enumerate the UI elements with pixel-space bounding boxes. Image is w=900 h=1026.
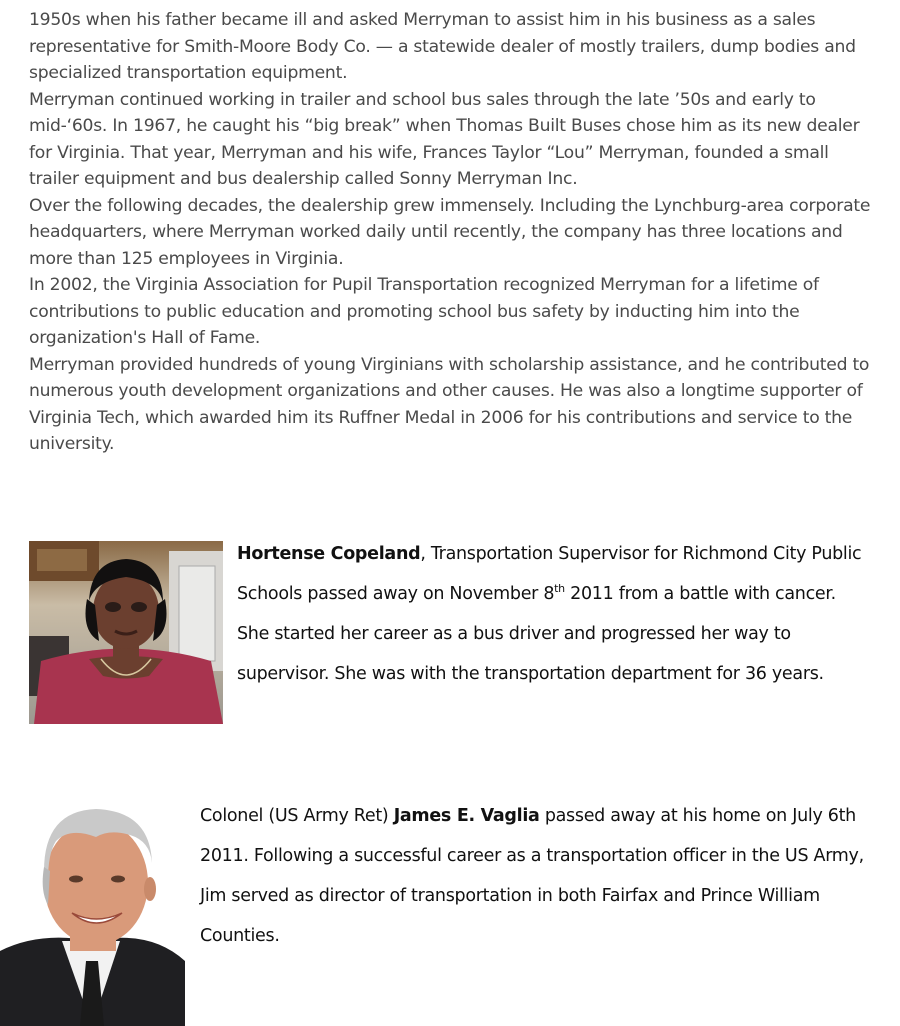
copeland-text: 2011 from a battle with cancer. She started her career as a bus driver and progressed her way to supervisor. She was with the transportation department for 36 years.: [237, 584, 836, 684]
copeland-name: Hortense Copeland: [237, 544, 421, 564]
article-paragraph: Merryman continued working in trailer and school bus sales through the late ’50s and early to mid-‘60s. In 1967, he caught his “big break” when Thomas Built Buses chose him as its new dealer for Virginia. That year, Merryman and his wife, Frances Taylor “Lou” Merryman, founded a small trailer equipment and bus dealership called Sonny Merryman Inc.: [29, 89, 860, 189]
article-paragraph: In 2002, the Virginia Association for Pupil Transportation recognized Merryman for a lifetime of contributions to public education and promoting school bus safety by inducting him into the organization's Hall of Fame.: [29, 275, 819, 348]
article-paragraph: Merryman provided hundreds of young Virginians with scholarship assistance, and he contributed to numerous youth development organizations and other causes. He was also a longtime supporter of Virginia Tech, which awarded him its Ruffner Medal in 2006 for his contributions and service to the university.: [29, 354, 870, 454]
copeland-photo: [29, 541, 223, 724]
vaglia-name: James E. Vaglia: [393, 806, 540, 826]
vaglia-photo: [0, 801, 185, 1026]
vaglia-text: passed away at his home on July 6th 2011. Following a successful career as a transportation officer in the US Army, Jim served as director of transportation in both Fairfax and Prince William Counties.: [200, 806, 864, 946]
vaglia-obituary: [200, 796, 880, 956]
article-paragraph: 1950s when his father became ill and asked Merryman to assist him in his business as a sales representative for Smith-Moore Body Co. — a statewide dealer of mostly trailers, dump bodies and specialized transportation equipment.: [29, 10, 856, 83]
copeland-date-suffix: th: [554, 582, 565, 595]
copeland-text: , Transportation Supervisor for Richmond City Public Schools passed away on November 8: [237, 544, 862, 604]
article-paragraph: Over the following decades, the dealership grew immensely. Including the Lynchburg-area corporate headquarters, where Merryman worked daily until recently, the company has three locations and more than 125 employees in Virginia.: [29, 195, 871, 269]
copeland-obituary: [237, 534, 867, 694]
merryman-article: [29, 7, 879, 458]
vaglia-text: Colonel (US Army Ret): [200, 806, 394, 826]
